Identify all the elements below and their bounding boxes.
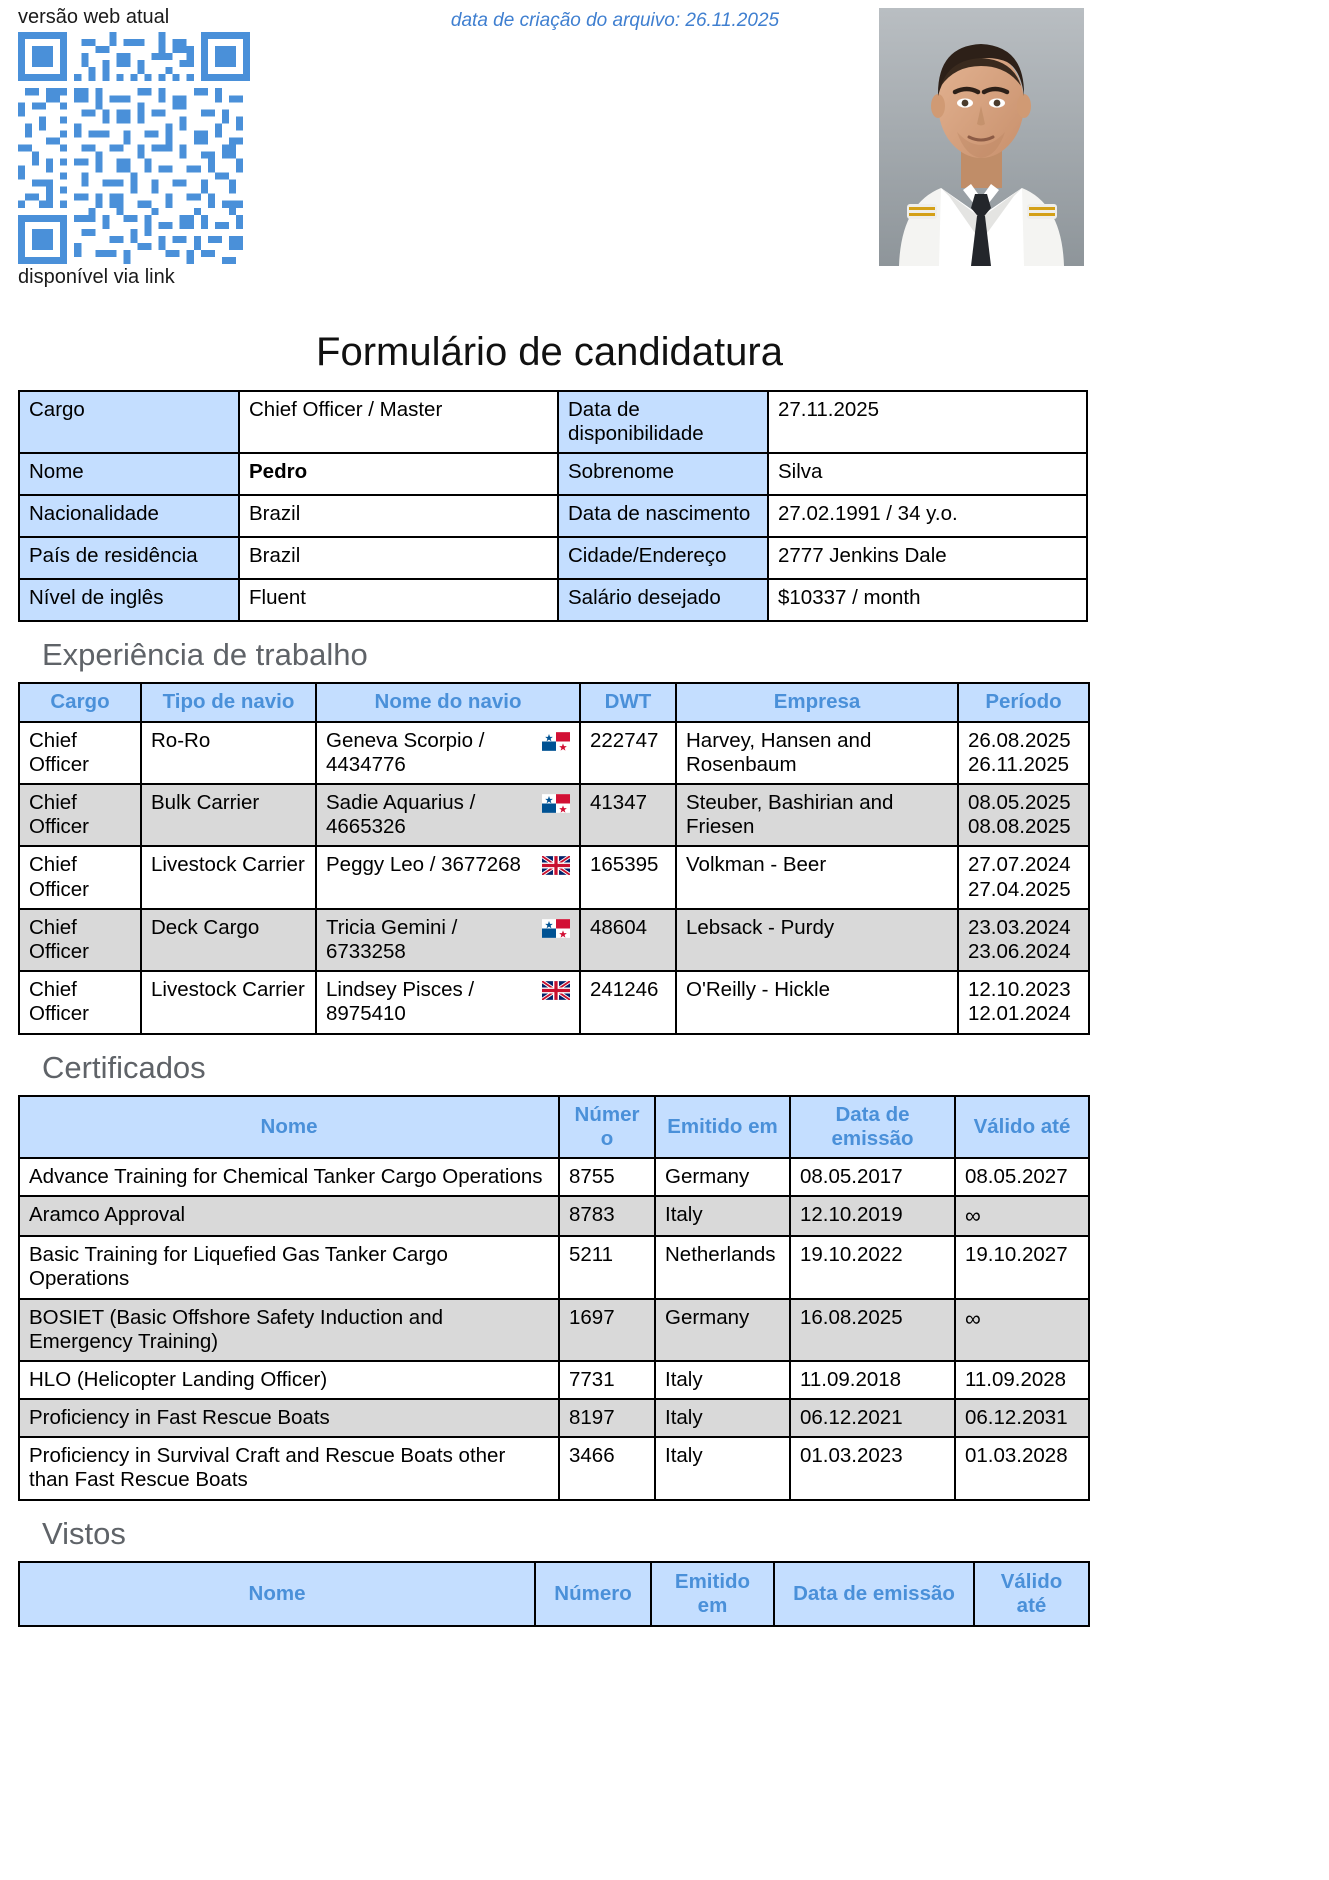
experience-period-from: 26.08.2025 [968,728,1071,752]
personal-info-label-secondary: Cidade/Endereço [558,537,768,579]
experience-table [18,682,1090,1034]
certificate-valid-until: 06.12.2031 [955,1399,1089,1437]
certificate-number: 3466 [559,1437,655,1499]
experience-company: Volkman - Beer [676,846,958,908]
experience-table-body [19,722,1089,1034]
experience-ship-cell [316,846,580,908]
certificate-header-row [19,1096,1089,1158]
visa-column-header: Emitido em [651,1562,774,1626]
experience-section-title: Experiência de trabalho [42,637,368,673]
experience-company: O'Reilly - Hickle [676,971,958,1033]
certificates-section-title: Certificados [42,1049,206,1085]
personal-info-row [19,537,1087,579]
personal-info-label-secondary: Sobrenome [558,453,768,495]
experience-ship-name: Tricia Gemini / 6733258 [326,915,458,963]
experience-rank: Chief Officer [19,722,141,784]
certificates-table-body [19,1158,1089,1500]
personal-info-row [19,391,1087,453]
certificate-issued-in: Italy [655,1361,790,1399]
personal-info-value-secondary: 27.02.1991 / 34 y.o. [768,495,1087,537]
experience-period [958,909,1089,971]
experience-row [19,784,1089,846]
certificate-row [19,1236,1089,1298]
certificate-name: Aramco Approval [19,1196,559,1236]
experience-ship-type: Livestock Carrier [141,971,316,1033]
experience-ship-type: Deck Cargo [141,909,316,971]
experience-ship-type: Livestock Carrier [141,846,316,908]
visa-header-row [19,1562,1089,1626]
personal-info-label: Nacionalidade [19,495,239,537]
certificate-name: Basic Training for Liquefied Gas Tanker Cargo Operations [19,1236,559,1298]
experience-period [958,784,1089,846]
experience-ship-cell [316,971,580,1033]
experience-column-header: Empresa [676,683,958,721]
certificate-issued-in: Italy [655,1437,790,1499]
certificate-name: BOSIET (Basic Offshore Safety Induction and Emergency Training) [19,1299,559,1361]
certificate-issued-in: Germany [655,1299,790,1361]
experience-rank: Chief Officer [19,846,141,908]
personal-info-row [19,495,1087,537]
experience-dwt: 165395 [580,846,676,908]
page-header [0,0,1329,330]
certificate-valid-until: ∞ [955,1299,1089,1361]
certificate-row [19,1196,1089,1236]
experience-row [19,722,1089,784]
personal-info-value-secondary: 2777 Jenkins Dale [768,537,1087,579]
experience-period [958,846,1089,908]
certificates-table [18,1095,1090,1501]
certificate-issued-in: Netherlands [655,1236,790,1298]
certificate-name: HLO (Helicopter Landing Officer) [19,1361,559,1399]
certificate-row [19,1399,1089,1437]
certificate-row [19,1361,1089,1399]
certificate-number: 7731 [559,1361,655,1399]
experience-column-header: Cargo [19,683,141,721]
certificate-column-header: Emitido em [655,1096,790,1158]
personal-info-value-secondary: Silva [768,453,1087,495]
experience-ship-cell [316,784,580,846]
visas-section-title: Vistos [42,1515,126,1551]
personal-info-value: Fluent [239,579,558,621]
certificate-row [19,1158,1089,1196]
certificate-issue-date: 08.05.2017 [790,1158,955,1196]
experience-column-header: Nome do navio [316,683,580,721]
experience-period-from: 12.10.2023 [968,978,1071,1002]
experience-ship-name: Lindsey Pisces / 8975410 [326,978,475,1026]
experience-ship-cell [316,722,580,784]
experience-row [19,909,1089,971]
personal-info-label: Nome [19,453,239,495]
experience-dwt: 48604 [580,909,676,971]
experience-period-to: 27.04.2025 [968,877,1071,901]
experience-period [958,971,1089,1033]
certificate-issue-date: 06.12.2021 [790,1399,955,1437]
certificate-row [19,1299,1089,1361]
certificate-number: 8755 [559,1158,655,1196]
experience-rank: Chief Officer [19,971,141,1033]
certificate-column-header: Válido até [955,1096,1089,1158]
experience-rank: Chief Officer [19,909,141,971]
experience-period-from: 27.07.2024 [968,853,1071,877]
certificate-name: Advance Training for Chemical Tanker Cargo Operations [19,1158,559,1196]
certificate-number: 1697 [559,1299,655,1361]
certificate-issue-date: 12.10.2019 [790,1196,955,1236]
personal-info-row [19,579,1087,621]
certificate-column-header: Nome [19,1096,559,1158]
personal-info-value-secondary: 27.11.2025 [768,391,1087,453]
personal-info-value: Pedro [239,453,558,495]
personal-info-value: Brazil [239,537,558,579]
visa-column-header: Data de emissão [774,1562,974,1626]
experience-period-to: 12.01.2024 [968,1002,1071,1026]
visa-column-header: Nome [19,1562,535,1626]
experience-column-header: Tipo de navio [141,683,316,721]
certificate-valid-until: 19.10.2027 [955,1236,1089,1298]
experience-column-header: DWT [580,683,676,721]
experience-row [19,846,1089,908]
personal-info-label-secondary: Data de nascimento [558,495,768,537]
flag-panama-icon [542,919,570,938]
experience-table-head [19,683,1089,721]
experience-ship-name: Peggy Leo / 3677268 [326,853,521,877]
experience-row [19,971,1089,1033]
experience-company: Steuber, Bashirian and Friesen [676,784,958,846]
personal-info-value-secondary: $10337 / month [768,579,1087,621]
personal-info-table [18,390,1088,622]
certificate-valid-until: ∞ [955,1196,1089,1236]
flag-united-kingdom-icon [542,981,570,1000]
page-title: Formulário de candidatura [316,330,783,374]
qr-caption-top: versão web atual [18,6,170,28]
experience-period-from: 23.03.2024 [968,915,1071,939]
experience-ship-name: Sadie Aquarius / 4665326 [326,791,476,839]
experience-rank: Chief Officer [19,784,141,846]
personal-info-label: Cargo [19,391,239,453]
certificate-issued-in: Italy [655,1399,790,1437]
certificate-row [19,1437,1089,1499]
certificate-number: 8197 [559,1399,655,1437]
personal-info-body [19,391,1087,621]
personal-info-label: País de residência [19,537,239,579]
experience-ship-cell [316,909,580,971]
visa-column-header: Válido até [974,1562,1089,1626]
certificate-issued-in: Italy [655,1196,790,1236]
personal-info-value: Chief Officer / Master [239,391,558,453]
certificate-number: 5211 [559,1236,655,1298]
experience-dwt: 222747 [580,722,676,784]
experience-column-header: Período [958,683,1089,721]
certificate-valid-until: 08.05.2027 [955,1158,1089,1196]
experience-period-from: 08.05.2025 [968,791,1071,815]
certificate-issued-in: Germany [655,1158,790,1196]
file-creation-date: data de criação do arquivo: 26.11.2025 [450,10,780,31]
qr-caption-bottom: disponível via link [18,266,175,288]
experience-ship-type: Ro-Ro [141,722,316,784]
personal-info-value: Brazil [239,495,558,537]
experience-period-to: 23.06.2024 [968,939,1071,963]
certificate-issue-date: 01.03.2023 [790,1437,955,1499]
experience-period-to: 08.08.2025 [968,815,1071,839]
certificate-name: Proficiency in Survival Craft and Rescue Boats other than Fast Rescue Boats [19,1437,559,1499]
certificate-valid-until: 01.03.2028 [955,1437,1089,1499]
certificate-issue-date: 16.08.2025 [790,1299,955,1361]
experience-dwt: 241246 [580,971,676,1033]
visas-table [18,1561,1090,1627]
certificate-column-header: Data de emissão [790,1096,955,1158]
certificates-table-head [19,1096,1089,1158]
qr-code-icon[interactable] [18,32,250,264]
certificate-number: 8783 [559,1196,655,1236]
flag-panama-icon [542,794,570,813]
experience-header-row [19,683,1089,721]
experience-ship-type: Bulk Carrier [141,784,316,846]
personal-info-label: Nível de inglês [19,579,239,621]
flag-panama-icon [542,732,570,751]
experience-dwt: 41347 [580,784,676,846]
experience-period [958,722,1089,784]
candidate-photo [879,8,1084,266]
flag-united-kingdom-icon [542,856,570,875]
certificate-valid-until: 11.09.2028 [955,1361,1089,1399]
certificate-issue-date: 11.09.2018 [790,1361,955,1399]
personal-info-row [19,453,1087,495]
personal-info-label-secondary: Salário desejado [558,579,768,621]
visa-column-header: Número [535,1562,651,1626]
experience-company: Lebsack - Purdy [676,909,958,971]
personal-info-label-secondary: Data de disponibilidade [558,391,768,453]
certificate-name: Proficiency in Fast Rescue Boats [19,1399,559,1437]
certificate-issue-date: 19.10.2022 [790,1236,955,1298]
visas-table-head [19,1562,1089,1626]
experience-company: Harvey, Hansen and Rosenbaum [676,722,958,784]
qr-block [18,6,308,289]
certificate-column-header: Número [559,1096,655,1158]
experience-period-to: 26.11.2025 [968,752,1070,776]
experience-ship-name: Geneva Scorpio / 4434776 [326,728,485,776]
